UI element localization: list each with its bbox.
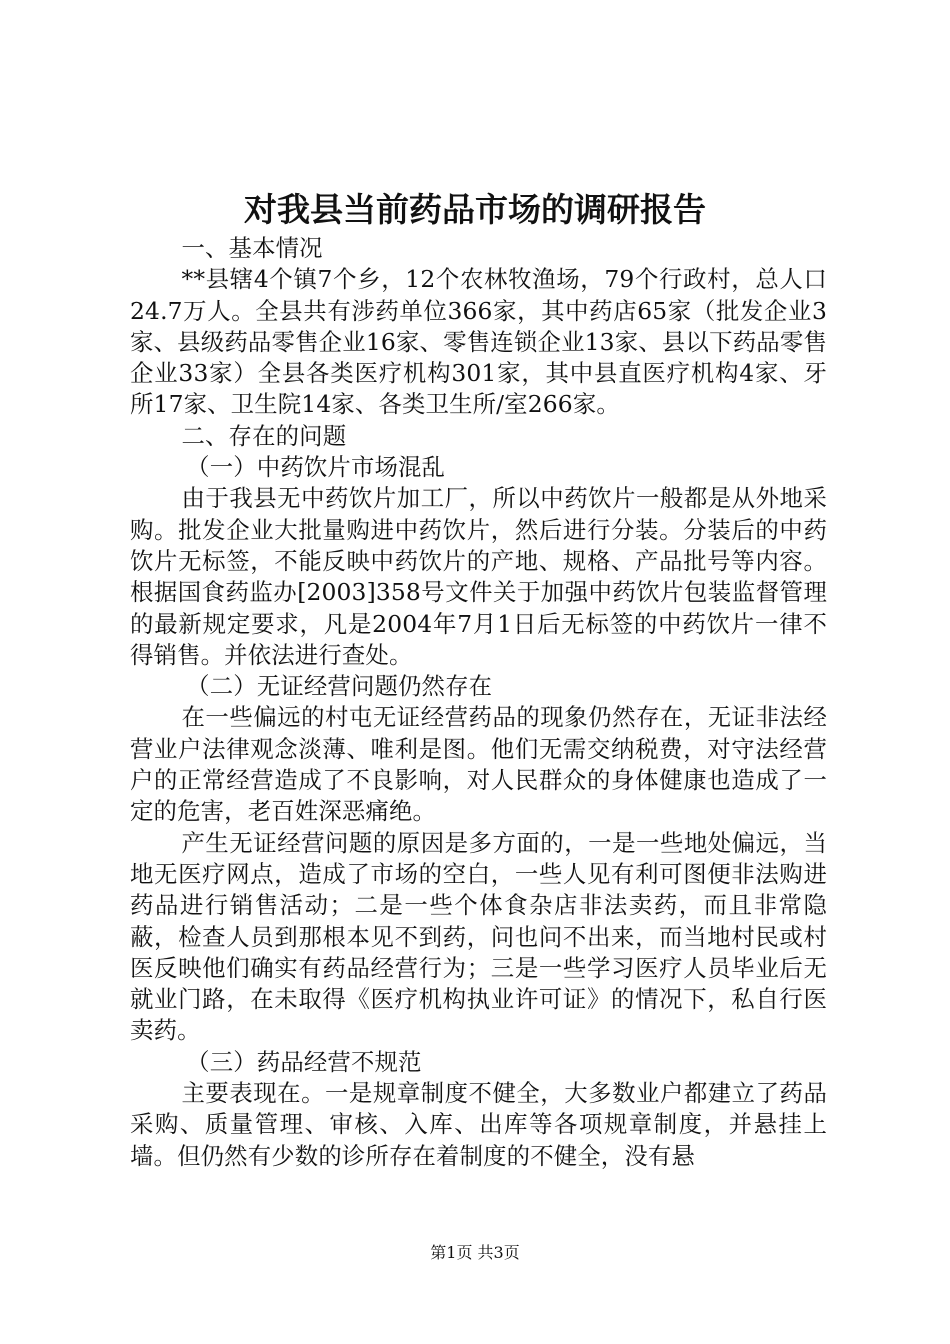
subheading-unlicensed-operation: （二）无证经营问题仍然存在 bbox=[186, 672, 493, 701]
subheading-irregular-operation: （三）药品经营不规范 bbox=[186, 1047, 422, 1076]
document-title: 对我县当前药品市场的调研报告 bbox=[244, 190, 706, 229]
subheading-herbal-market: （一）中药饮片市场混乱 bbox=[186, 453, 446, 482]
paragraph-unlicensed-causes: 产生无证经营问题的原因是多方面的，一是一些地处偏远，当地无医疗网点，造成了市场的空白，一些人见有利可图便非法购进药品进行销售活动；二是一些个体食杂店非法卖药，而且非常隐蔽，检查人员到那根本见不到药，问也问不出来，而当地村民或村医反映他们确实有药品经营行为；三是一些学习医疗人员毕业后无就业门路，在未取得《医疗机构执业许可证》的情况下，私自行医卖药。 bbox=[130, 828, 827, 1045]
paragraph-irregular-operation: 主要表现在。一是规章制度不健全，大多数业户都建立了药品采购、质量管理、审核、入库、出库等各项规章制度，并悬挂上墙。但仍然有少数的诊所存在着制度的不健全，没有悬 bbox=[130, 1079, 827, 1170]
paragraph-unlicensed-operation: 在一些偏远的村屯无证经营药品的现象仍然存在，无证非法经营业户法律观念淡薄、唯利是图。他们无需交纳税费，对守法经营户的正常经营造成了不良影响，对人民群众的身体健康也造成了一定的危害，老百姓深恶痛绝。 bbox=[130, 703, 827, 826]
section-heading-basic-situation: 一、基本情况 bbox=[181, 234, 323, 262]
paragraph-basic-situation: **县辖4个镇7个乡，12个农林牧渔场，79个行政村，总人口24.7万人。全县共有涉药单位366家，其中药店65家（批发企业3家、县级药品零售企业16家、零售连锁企业13家、县以下药品零售企业33家）全县各类医疗机构301家，其中县直医疗机构4家、牙所17家、卫生院14家、各类卫生所/室266家。 bbox=[130, 265, 827, 419]
document-body bbox=[130, 233, 827, 1172]
page-number-footer: 第1页 共3页 bbox=[430, 1243, 520, 1262]
paragraph-herbal-market: 由于我县无中药饮片加工厂，所以中药饮片一般都是从外地采购。批发企业大批量购进中药饮片，然后进行分装。分装后的中药饮片无标签，不能反映中药饮片的产地、规格、产品批号等内容。根据国食药监办[2003]358号文件关于加强中药饮片包装监督管理的最新规定要求，凡是2004年7月1日后无标签的中药饮片一律不得销售。并依法进行查处。 bbox=[130, 484, 827, 669]
section-heading-problems: 二、存在的问题 bbox=[181, 421, 347, 450]
